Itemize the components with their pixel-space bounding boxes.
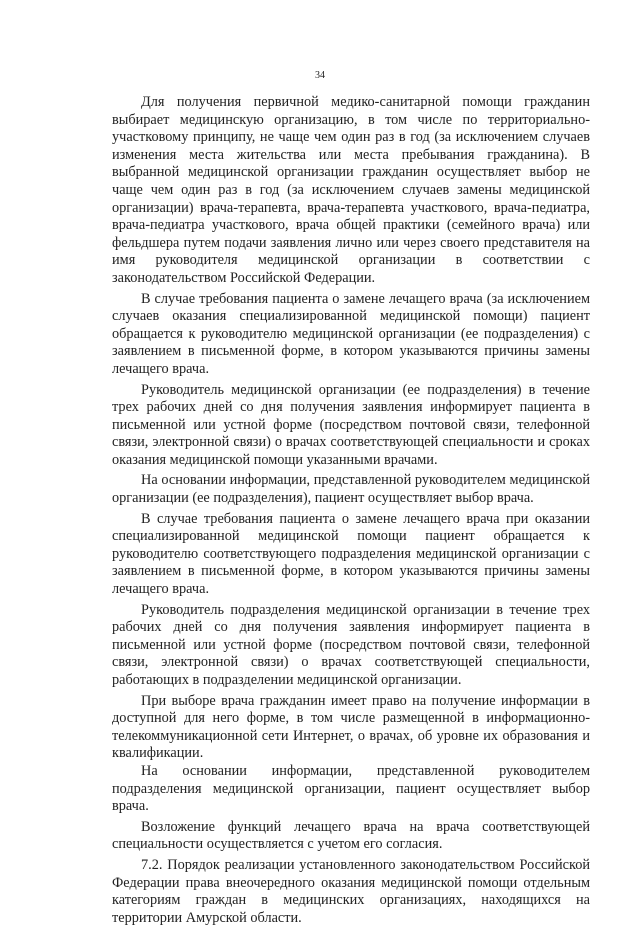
paragraph-right-to-information: При выборе врача гражданин имеет право на получение информации в доступной для него форме, в том числе размещенной в информационно-телекоммуникационной сети Интернет, о врачах, об уровне их образования и квалификации. xyxy=(112,692,590,762)
paragraph-doctor-replacement-request: В случае требования пациента о замене лечащего врача (за исключением случаев оказания специализированной медицинской помощи) пациент обращается к руководителю медицинской организации (ее подразделения) с заявлением в письменной форме, в котором указываются причины замены лечащего врача. xyxy=(112,290,590,377)
paragraph-section-7-2: 7.2. Порядок реализации установленного законодательством Российской Федерации права внеочередного оказания медицинской помощи отдельным категориям граждан в медицинских организациях, находящихся на территории Амурской области. xyxy=(112,856,590,926)
paragraph-patient-chooses-doctor: На основании информации, представленной руководителем медицинской организации (ее подразделения), пациент осуществляет выбор врача. xyxy=(112,472,590,507)
paragraph-department-choice: На основании информации, представленной руководителем подразделения медицинской организации, пациент осуществляет выбор врача. xyxy=(112,762,590,815)
paragraph-consent: Возложение функций лечащего врача на врача соответствующей специальности осуществляется с учетом его согласия. xyxy=(112,818,590,853)
document-body xyxy=(112,94,590,927)
page-number: 34 xyxy=(315,70,325,81)
paragraph-primary-care-choice: Для получения первичной медико-санитарной помощи гражданин выбирает медицинскую организацию, в том числе по территориально-участковому принципу, не чаще чем один раз в год (за исключением случаев изменения места жительства или места пребывания гражданина). В выбранной медицинской организации гражданин осуществляет выбор не чаще чем один раз в год (за исключением случаев замены медицинской организации) врача-терапевта, врача-терапевта участкового, врача-педиатра, врача-педиатра участкового, врача общей практики (семейного врача) или фельдшера путем подачи заявления лично или через своего представителя на имя руководителя медицинской организации в соответствии с законодательством Российской Федерации. xyxy=(112,94,590,286)
paragraph-department-head-informs: Руководитель подразделения медицинской организации в течение трех рабочих дней со дня получения заявления информирует пациента в письменной или устной форме (посредством почтовой связи, телефонной связи, электронной связи) о врачах соответствующей специальности, работающих в подразделении медицинской организации. xyxy=(112,601,590,688)
paragraph-head-informs-patient: Руководитель медицинской организации (ее подразделения) в течение трех рабочих дней со дня получения заявления информирует пациента в письменной или устной форме (посредством почтовой связи, телефонной связи, электронной связи) о врачах соответствующей специальности и сроках оказания медицинской помощи указанными врачами. xyxy=(112,381,590,468)
paragraph-specialized-care-replacement: В случае требования пациента о замене лечащего врача при оказании специализированной медицинской помощи пациент обращается к руководителю соответствующего подразделения медицинской организации с заявлением в письменной форме, в котором указываются причины замены лечащего врача. xyxy=(112,510,590,598)
